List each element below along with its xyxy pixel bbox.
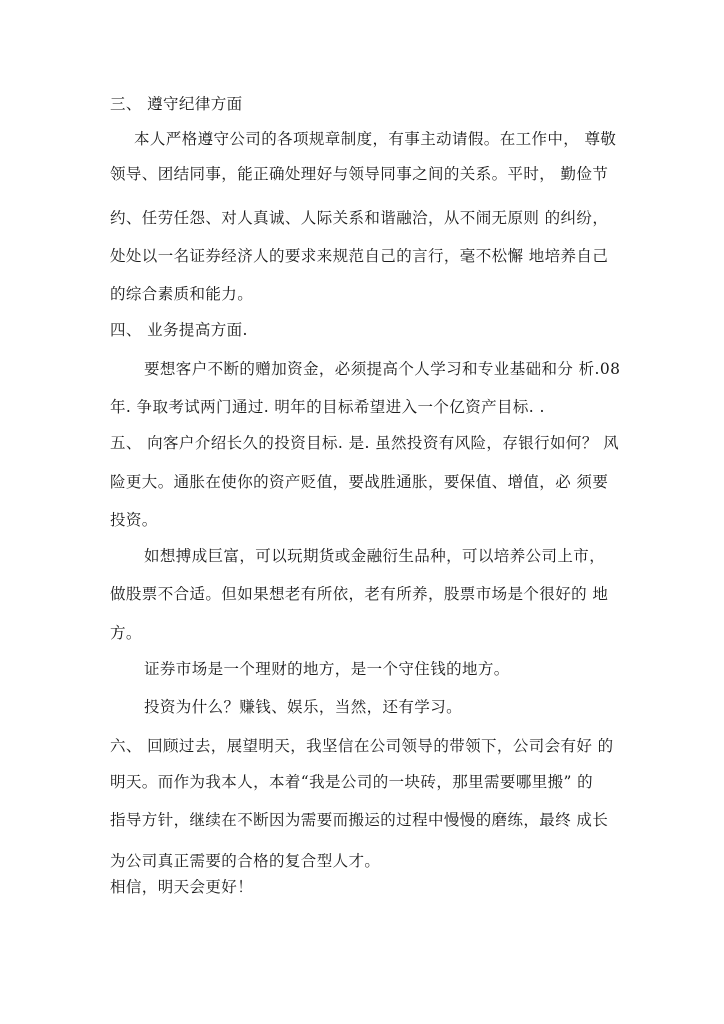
text-line: 处处以一名证券经济人的要求来规范自己的言行，毫不松懈 地培养自己 [110, 247, 609, 265]
text-line: 方。 [110, 624, 142, 642]
section-4-heading: 四、 业务提高方面. [110, 321, 248, 339]
text-line: 领导、团结同事，能正确处理好与领导同事之间的关系。平时， 勤俭节 [110, 165, 609, 183]
text-line: 指导方针，继续在不断因为需要而搬运的过程中慢慢的磨练，最终 成长 [110, 811, 609, 829]
text-line: 为公司真正需要的合格的复合型人才。 [110, 852, 381, 870]
text-line: 如想搏成巨富，可以玩期货或金融衍生品种，可以培养公司上市， [144, 547, 606, 565]
section-5-heading: 五、 向客户介绍长久的投资目标. 是. 虽然投资有风险，存银行如何？ 风 [110, 434, 619, 452]
text-line: 证券市场是一个理财的地方，是一个守住钱的地方。 [144, 660, 510, 678]
text-line: 做股票不合适。但如果想老有所依，老有所养，股票市场是个很好的 地 [110, 585, 609, 603]
closing-line: 相信，明天会更好！ [110, 878, 254, 896]
text-line: 明天。而作为我本人，本着“我是公司的一块砖，那里需要哪里搬” 的 [110, 773, 594, 791]
section-3-heading: 三、 遵守纪律方面 [110, 95, 243, 113]
text-line: 投资为什么？赚钱、娱乐，当然，还有学习。 [144, 698, 463, 716]
section-6-heading: 六、 回顾过去，展望明天，我坚信在公司领导的带领下，公司会有好 的 [110, 737, 614, 755]
text-line: 本人严格遵守公司的各项规章制度，有事主动请假。在工作中， 尊敬 [134, 130, 617, 148]
text-line: 要想客户不断的赠加资金，必须提高个人学习和专业基础和分 析.08 [144, 360, 621, 378]
text-line: 投资。 [110, 511, 158, 529]
text-line: 约、任劳任怨、对人真诚、人际关系和谐融洽，从不闹无原则 的纠纷， [110, 209, 609, 227]
text-line: 险更大。通胀在使你的资产贬值，要战胜通胀，要保值、增值，必 须要 [110, 473, 609, 491]
text-line: 的综合素质和能力。 [110, 285, 254, 303]
text-line: 年. 争取考试两门通过. 明年的目标希望进入一个亿资产目标. . [110, 398, 545, 416]
